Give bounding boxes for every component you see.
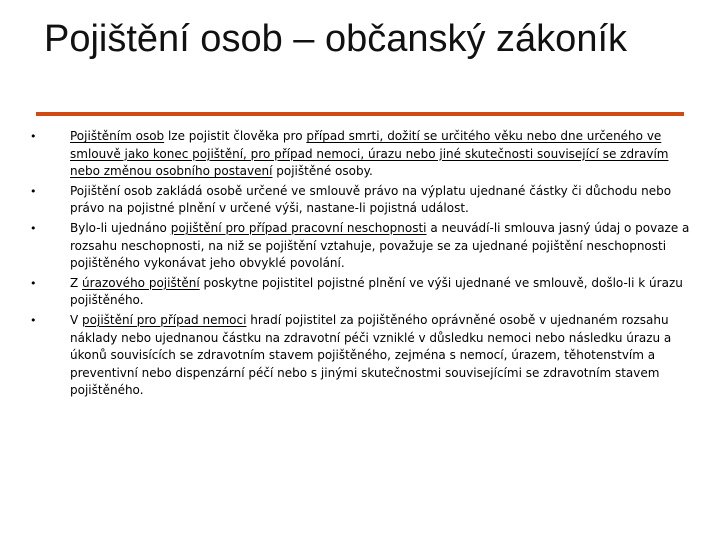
bullet-item	[30, 312, 690, 400]
bullet-text-part: pojištění pro případ nemoci	[82, 312, 247, 327]
bullet-icon: •	[30, 313, 37, 327]
bullet-icon: •	[30, 184, 37, 198]
bullet-item	[30, 275, 690, 310]
bullet-text-part: Bylo-li ujednáno	[70, 220, 171, 235]
bullet-icon: •	[30, 130, 37, 143]
bullet-text-part: V	[70, 312, 83, 327]
bullet-text-part: Pojištění osob zakládá osobě určené ve smlouvě právo na výplatu ujednané částky či důchodu nebo právo na pojistné plnění v určené výši, nastane-li pojistná událost.	[70, 183, 672, 216]
bullet-text-part: pojištění pro případ pracovní neschopnosti	[170, 220, 427, 235]
title-divider	[36, 112, 684, 116]
bullet-icon: •	[30, 276, 37, 290]
slide-title: Pojištění osob – občanský zákoník	[44, 18, 628, 60]
bullet-item	[30, 220, 690, 273]
bullet-text-part: poskytne pojistitel pojistné plnění ve výši ujednané ve smlouvě, došlo-li k úrazu pojištěného.	[70, 275, 683, 308]
bullet-text-part: lze pojistit člověka pro	[164, 129, 307, 143]
bullet-text-part: Pojištěním osob	[70, 129, 165, 143]
bullet-text-part: případ smrti, dožití se určitého věku nebo dne určeného ve smlouvě jako konec pojištění, pro případ nemoci, úrazu nebo jiné skutečnosti související se zdravím nebo změnou osobního postavení	[70, 129, 669, 179]
bullet-text-part: pojištěné osoby.	[272, 164, 373, 179]
bullet-list	[30, 128, 690, 402]
bullet-text-part: a neuvádí-li smlouva jasný údaj o povaze a rozsahu neschopnosti, na niž se pojištění vztahuje, považuje se za ujednané pojištění neschopnosti pojištěného vykonávat jeho obvyklé povolání.	[70, 220, 690, 271]
bullet-text-part: úrazového pojištění	[82, 275, 200, 290]
bullet-item	[30, 128, 690, 181]
bullet-icon: •	[30, 221, 37, 235]
bullet-text-part: hradí pojistitel za pojištěného oprávněné osobě v ujednaném rozsahu náklady nebo ujednanou částku na zdravotní péči vzniklé v důsledku nemoci nebo následku úrazu a úkonů souvisících se zdravotním stavem pojištěného, zejména s nemocí, úrazem, těhotenstvím a preventivní nebo dispenzární péčí nebo s jinými skutečnostmi souvisejícími se zdravotním stavem pojištěného.	[70, 312, 672, 398]
bullet-text-part: Z	[70, 275, 83, 290]
bullet-item	[30, 183, 690, 218]
